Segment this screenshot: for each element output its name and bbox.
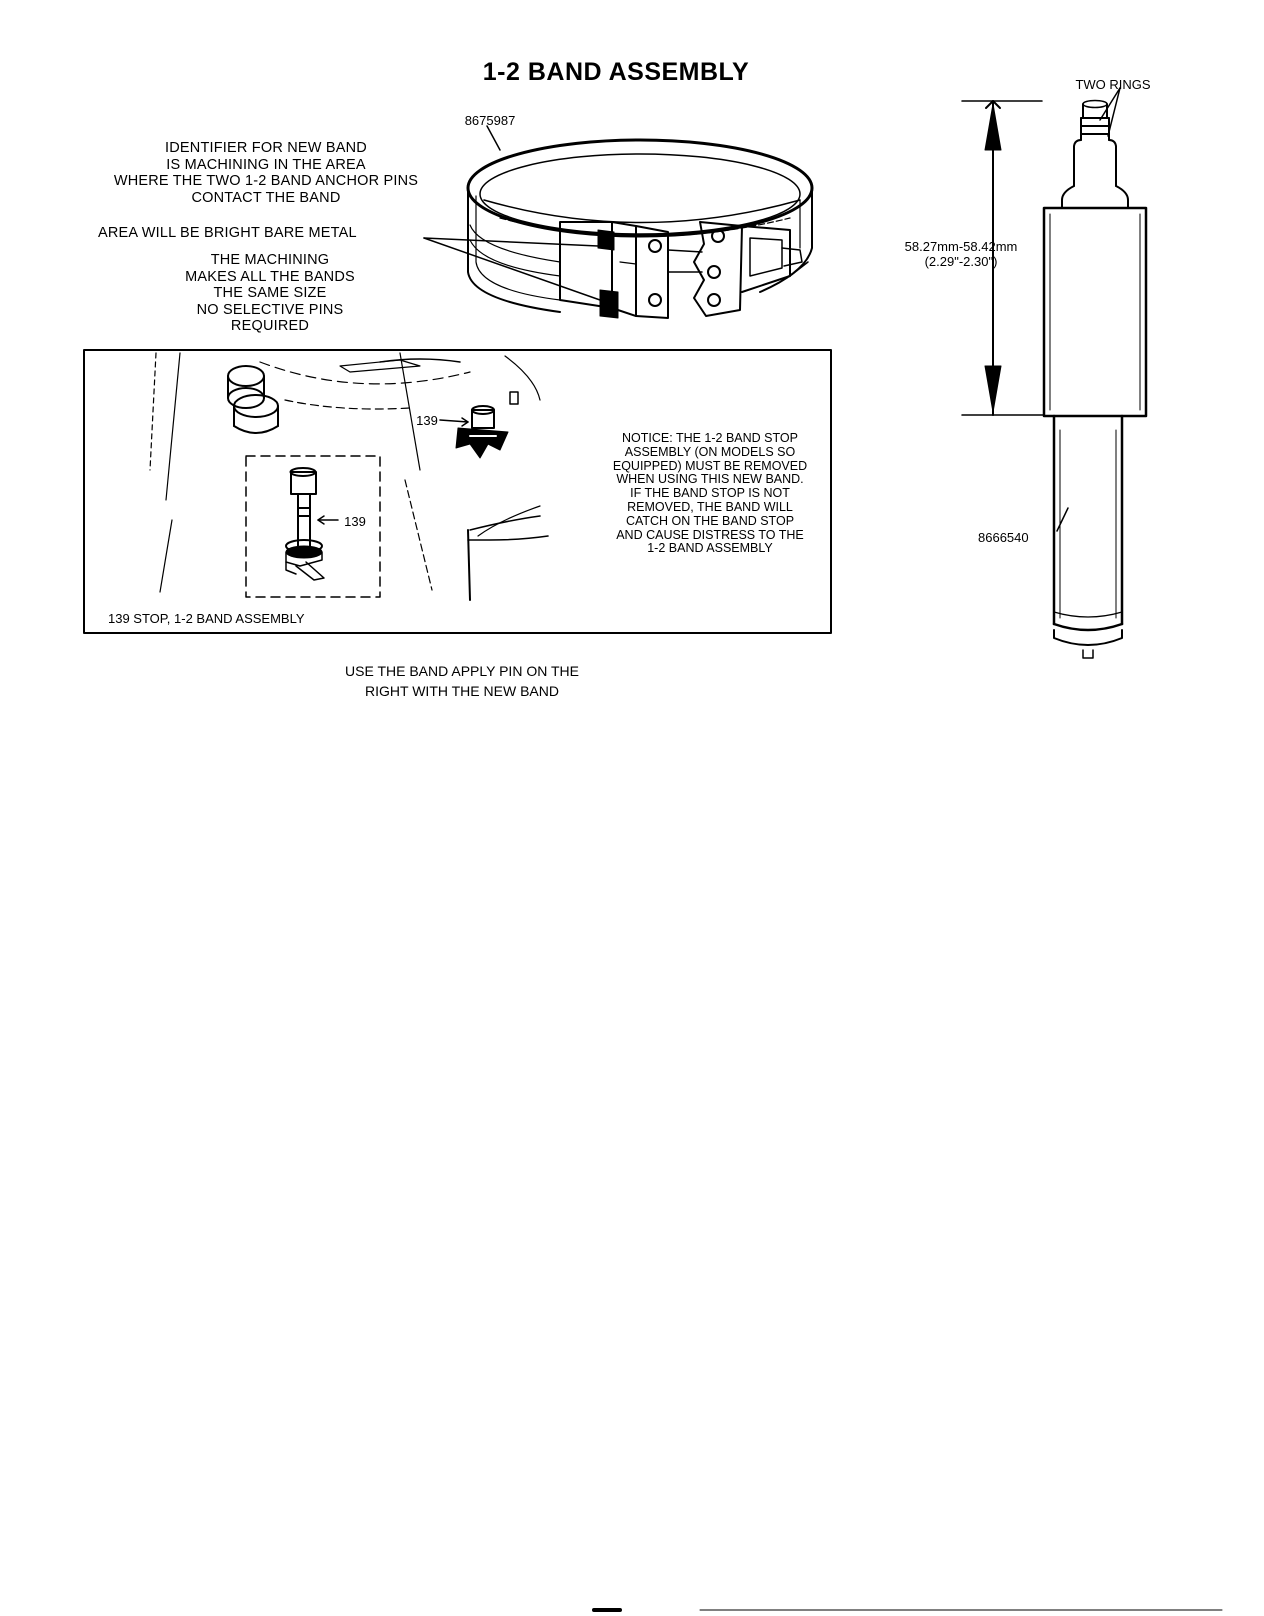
band-apply-pin-illustration	[962, 88, 1146, 658]
machining-note: THE MACHINING MAKES ALL THE BANDS THE SAME SIZE NO SELECTIVE PINS REQUIRED	[185, 252, 355, 334]
inset-caption: 139 STOP, 1-2 BAND ASSEMBLY	[108, 611, 305, 626]
callout-139-upper: 139	[416, 413, 438, 428]
bright-metal-note: AREA WILL BE BRIGHT BARE METAL	[98, 225, 357, 241]
two-rings-label: TWO RINGS	[1075, 77, 1151, 92]
pin-part-number: 8666540	[978, 530, 1029, 545]
identifier-note: IDENTIFIER FOR NEW BAND IS MACHINING IN THE AREA WHERE THE TWO 1-2 BAND ANCHOR PINS CONTACT THE BAND	[113, 140, 419, 206]
page-title: 1-2 BAND ASSEMBLY	[482, 58, 750, 86]
callout-139-lower: 139	[344, 514, 366, 529]
notice-text: NOTICE: THE 1-2 BAND STOP ASSEMBLY (ON MODELS SO EQUIPPED) MUST BE REMOVED WHEN USING THIS NEW BAND. IF THE BAND STOP IS NOT REMOVED, THE BAND WILL CATCH ON THE BAND STOP AND CAUSE DISTRESS TO THE 1-2 BAND ASSEMBLY	[612, 431, 808, 556]
band-illustration	[424, 126, 812, 318]
bottom-note: USE THE BAND APPLY PIN ON THE RIGHT WITH THE NEW BAND	[345, 663, 579, 699]
band-part-number: 8675987	[464, 113, 516, 128]
pin-dimension: 58.27mm-58.42mm (2.29"-2.30")	[904, 239, 1018, 269]
